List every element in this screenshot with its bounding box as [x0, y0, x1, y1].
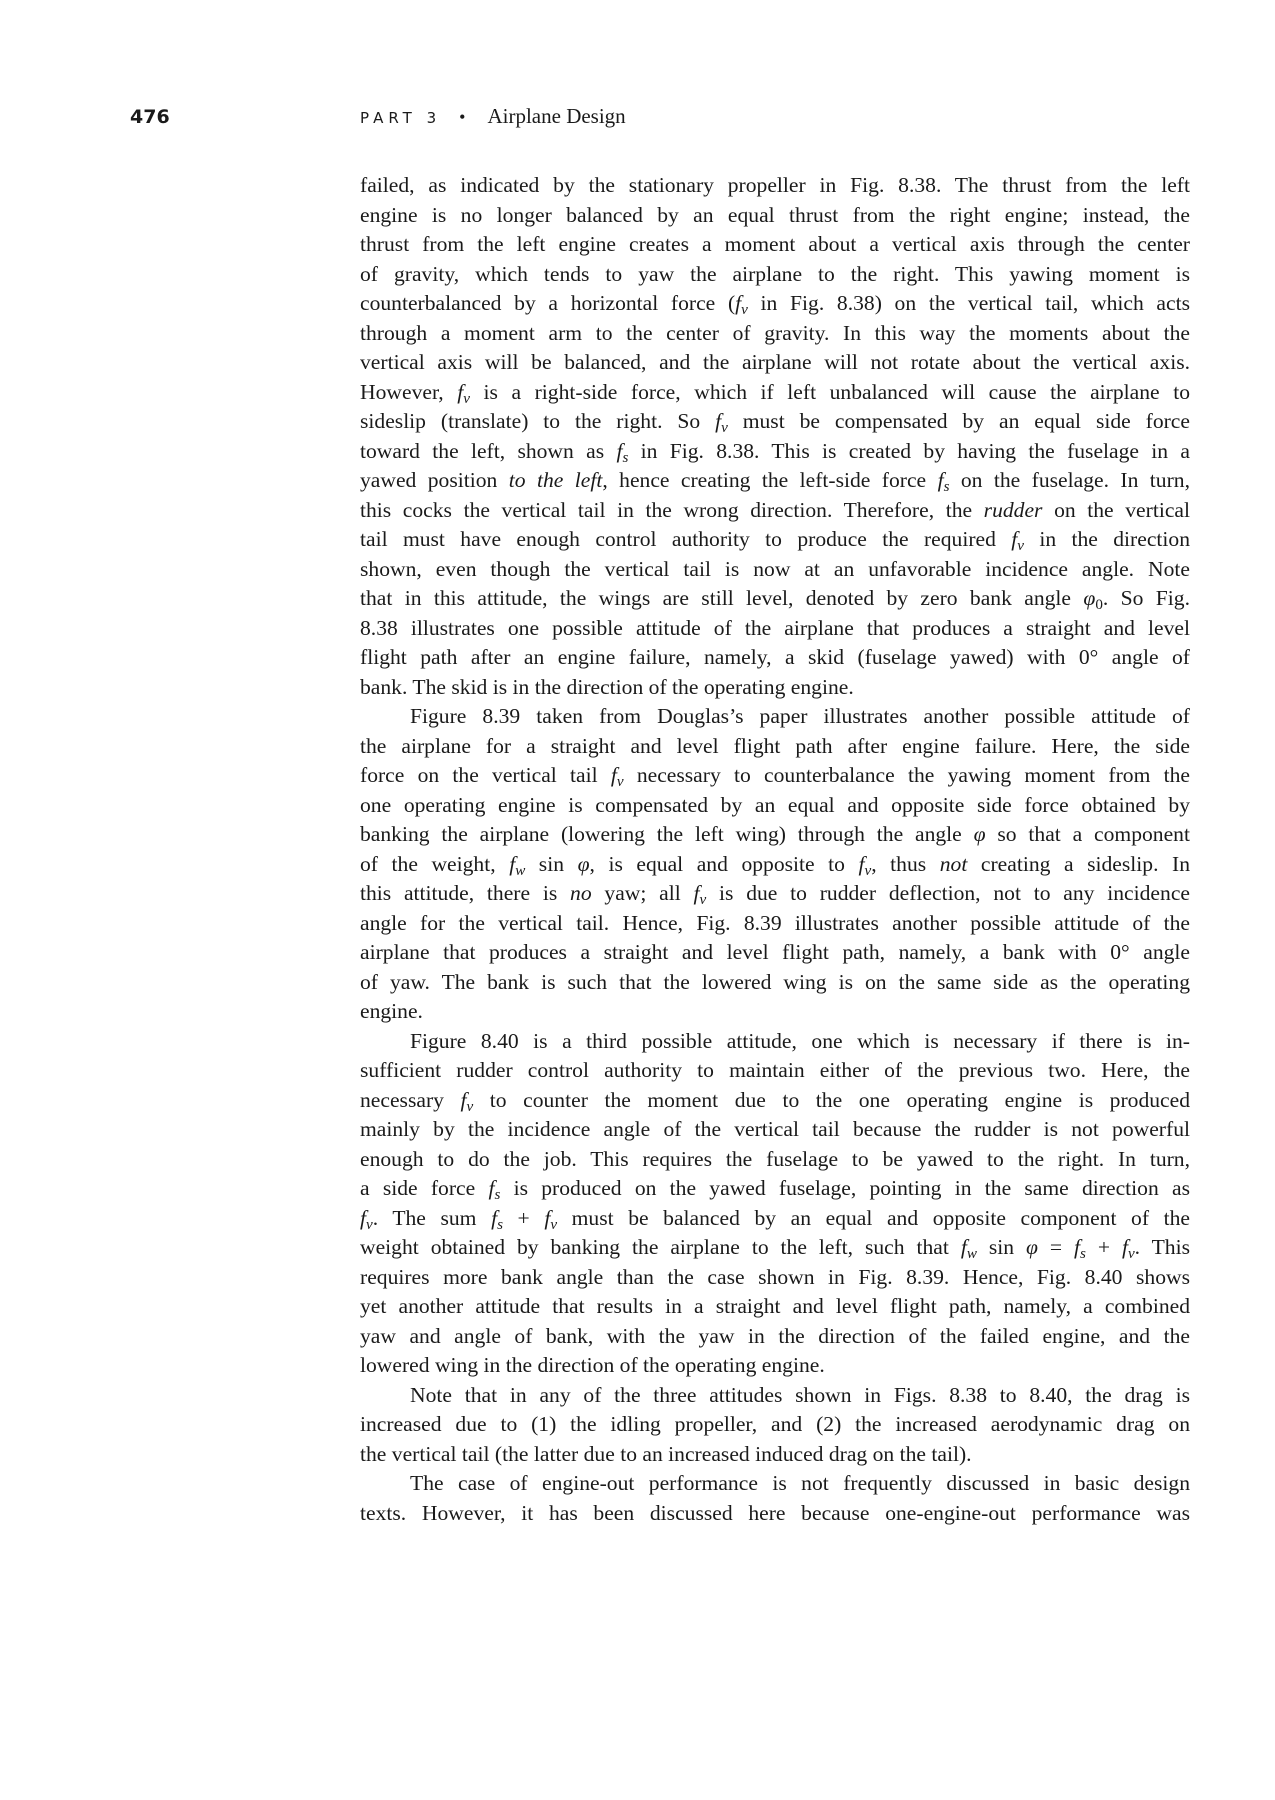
- text-line: the airplane for a straight and level flight path after engine failure. Here, the side: [360, 733, 1190, 758]
- text-line: flight path after an engine failure, namely, a skid (fuselage yawed) with 0° angle of: [360, 645, 1190, 669]
- text-line: tail must have enough control authority to produce the required $f_v$ in the direction: [360, 527, 1190, 554]
- text-line: failed, as indicated by the stationary propeller in Fig. 8.38. The thrust from the left: [360, 173, 1190, 197]
- text-line: increased due to (1) the idling propeller, and (2) the increased aerodynamic drag on: [360, 1412, 1190, 1436]
- text-line: banking the airplane (lowering the left wing) through the angle φ so that a component: [360, 822, 1190, 846]
- paragraph: [360, 1381, 1190, 1470]
- text-line: lowered wing in the direction of the operating engine.: [360, 1353, 825, 1377]
- text-line: mainly by the incidence angle of the vertical tail because the rudder is not powerful: [360, 1117, 1190, 1141]
- text-line: necessary $f_v$ to counter the moment due to the one operating engine is produced: [360, 1087, 1190, 1115]
- chapter-title: Airplane Design: [487, 104, 626, 128]
- running-header: [360, 104, 626, 129]
- text-line: a side force $f_s$ is produced on the yawed fuselage, pointing in the same direction as: [360, 1176, 1190, 1203]
- paragraph: [360, 702, 1190, 1027]
- text-line: thrust from the left engine creates a moment about a vertical axis through the center: [360, 232, 1190, 256]
- text-line: toward the left, shown as $f_s$ in Fig. 8.38. This is created by having the fuselage in a: [360, 438, 1190, 466]
- text-line: sideslip (translate) to the right. So $f_v$ must be compensated by an equal side force: [360, 409, 1190, 436]
- part-label: PART 3: [360, 109, 442, 127]
- text-line: angle for the vertical tail. Hence, Fig. 8.39 illustrates another possible attitude of the: [360, 910, 1190, 935]
- text-line: texts. However, it has been discussed here because one-engine-out performance was: [360, 1500, 1190, 1525]
- text-line: shown, even though the vertical tail is now at an unfavorable incidence angle. Note: [360, 556, 1190, 581]
- text-line: sufficient rudder control authority to maintain either of the previous two. Here, the: [360, 1058, 1190, 1082]
- text-line: Figure 8.39 taken from Douglas’s paper illustrates another possible attitude of: [410, 704, 1190, 728]
- text-line: vertical axis will be balanced, and the airplane will not rotate about the vertical axis.: [360, 350, 1190, 374]
- text-line: 8.38 illustrates one possible attitude of the airplane that produces a straight and level: [360, 615, 1190, 640]
- text-line: through a moment arm to the center of gravity. In this way the moments about the: [360, 320, 1190, 345]
- text-line: that in this attitude, the wings are still level, denoted by zero bank angle $\varphi_0$. So Fig.: [360, 586, 1190, 613]
- paragraph: [360, 171, 1190, 702]
- text-line: enough to do the job. This requires the fuselage to be yawed to the right. In turn,: [360, 1146, 1190, 1171]
- text-line: weight obtained by banking the airplane to the left, such that $f_w$ $\sin \varphi = f_s + f_v$. This: [360, 1235, 1191, 1262]
- text-line: bank. The skid is in the direction of the operating engine.: [360, 674, 854, 699]
- text-line: counterbalanced by a horizontal force ($f_v$ in Fig. 8.38) on the vertical tail, which acts: [360, 291, 1190, 318]
- text-line: yet another attitude that results in a straight and level flight path, namely, a combined: [360, 1294, 1190, 1318]
- text-line: yaw and angle of bank, with the yaw in the direction of the failed engine, and the: [360, 1323, 1190, 1348]
- text-line: $f_v$. The sum $f_s + f_v$ must be balanced by an equal and opposite component of the: [360, 1205, 1190, 1233]
- page-number: 476: [130, 106, 170, 128]
- paragraph: [360, 1027, 1190, 1381]
- text-line: The case of engine-out performance is not frequently discussed in basic design: [410, 1471, 1190, 1495]
- text-line: the vertical tail (the latter due to an increased induced drag on the tail).: [360, 1441, 972, 1466]
- text-line: of the weight, $f_w$ sin φ, is equal and opposite to $f_v$, thus not creating a sideslip. In: [360, 851, 1191, 879]
- text-line: airplane that produces a straight and level flight path, namely, a bank with 0° angle: [360, 940, 1190, 964]
- text-line: engine is no longer balanced by an equal thrust from the right engine; instead, the: [360, 202, 1190, 227]
- text-line: Figure 8.40 is a third possible attitude, one which is necessary if there is in-: [410, 1028, 1190, 1053]
- bullet-separator: •: [459, 107, 466, 127]
- text-line: one operating engine is compensated by an equal and opposite side force obtained by: [360, 792, 1190, 817]
- text-line: this cocks the vertical tail in the wrong direction. Therefore, the rudder on the vertical: [360, 497, 1190, 522]
- text-line: force on the vertical tail $f_v$ necessary to counterbalance the yawing moment from the: [360, 763, 1190, 790]
- text-line: yawed position to the left, hence creating the left-side force $f_s$ on the fuselage. In turn,: [360, 468, 1190, 495]
- text-line: of gravity, which tends to yaw the airplane to the right. This yawing moment is: [360, 261, 1190, 286]
- text-line: engine.: [360, 999, 423, 1023]
- text-line: of yaw. The bank is such that the lowered wing is on the same side as the operating: [360, 969, 1190, 994]
- text-line: this attitude, there is no yaw; all $f_v$ is due to rudder deflection, not to any incidence: [360, 881, 1190, 908]
- body-text: [360, 171, 1190, 1528]
- text-line: However, $f_v$ is a right-side force, which if left unbalanced will cause the airplane to: [360, 379, 1190, 407]
- text-line: requires more bank angle than the case shown in Fig. 8.39. Hence, Fig. 8.40 shows: [360, 1264, 1190, 1289]
- paragraph: [360, 1469, 1190, 1528]
- text-line: Note that in any of the three attitudes shown in Figs. 8.38 to 8.40, the drag is: [410, 1382, 1190, 1407]
